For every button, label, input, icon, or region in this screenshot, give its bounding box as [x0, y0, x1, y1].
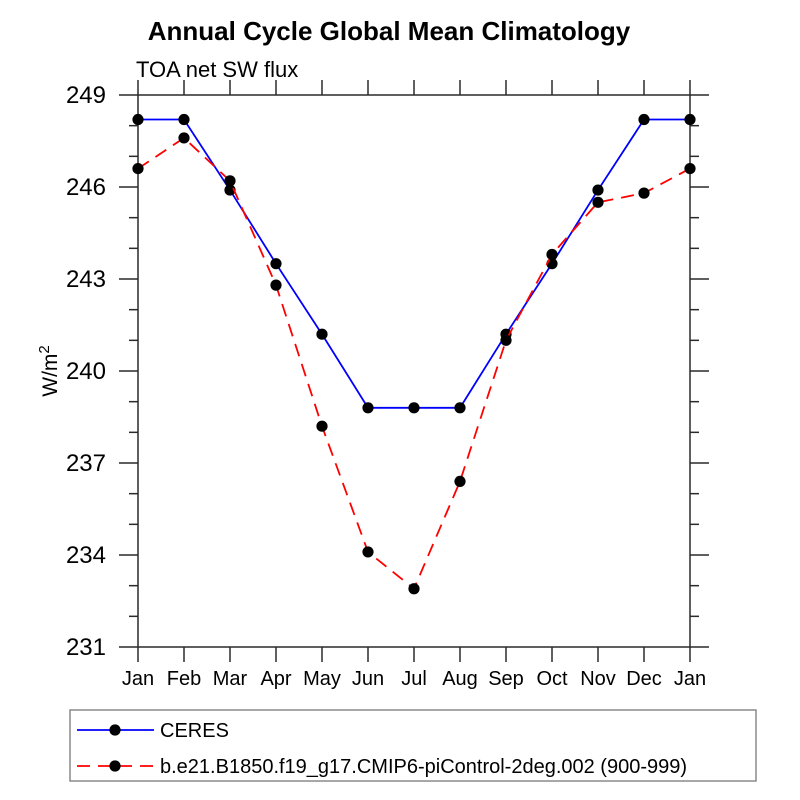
x-tick-label: Mar: [212, 668, 248, 690]
data-point-marker: [408, 402, 419, 413]
y-tick-label: 243: [65, 266, 106, 293]
x-tick-label: Jan: [121, 668, 155, 690]
data-point-marker: [546, 249, 557, 260]
legend-marker-1: [109, 760, 120, 771]
data-point-marker: [132, 114, 143, 125]
data-point-marker: [178, 114, 189, 125]
data-point-marker: [316, 329, 327, 340]
data-point-marker: [500, 335, 511, 346]
data-point-marker: [224, 175, 235, 186]
chart-subtitle: TOA net SW flux: [136, 57, 299, 82]
x-tick-label: Jul: [401, 668, 427, 690]
data-point-marker: [684, 114, 695, 125]
x-tick-label: Jan: [673, 668, 707, 690]
data-point-marker: [454, 402, 465, 413]
x-tick-label: Sep: [488, 668, 524, 690]
x-tick-label: May: [303, 668, 341, 690]
data-point-marker: [408, 583, 419, 594]
data-point-marker: [638, 114, 649, 125]
y-tick-label: 231: [65, 634, 106, 661]
data-point-marker: [592, 184, 603, 195]
data-point-marker: [316, 421, 327, 432]
plot-frame: [138, 95, 690, 647]
x-tick-label: Oct: [536, 668, 568, 690]
plot-area: [36, 80, 709, 690]
chart-title: Annual Cycle Global Mean Climatology: [147, 16, 631, 46]
data-point-marker: [270, 280, 281, 291]
x-tick-label: Nov: [580, 668, 616, 690]
y-tick-label: 237: [65, 450, 106, 477]
x-tick-label: Dec: [626, 668, 662, 690]
y-tick-label: 234: [65, 542, 106, 569]
series-line-1: [138, 138, 690, 589]
series-line-0: [138, 120, 690, 408]
legend-marker-0: [109, 724, 120, 735]
y-tick-label: 240: [65, 358, 106, 385]
data-point-marker: [362, 546, 373, 557]
y-tick-label: 246: [65, 174, 106, 201]
data-point-marker: [684, 163, 695, 174]
x-tick-label: Feb: [166, 668, 202, 690]
legend: [70, 710, 756, 781]
x-tick-label: Aug: [442, 668, 478, 690]
y-axis-label: $W/m^2$: [36, 345, 62, 397]
data-point-marker: [592, 197, 603, 208]
data-point-marker: [638, 188, 649, 199]
y-tick-label: 249: [65, 82, 106, 109]
data-point-marker: [132, 163, 143, 174]
data-point-marker: [362, 402, 373, 413]
x-tick-label: Apr: [260, 668, 292, 690]
legend-label-0: CERES: [160, 720, 229, 742]
legend-label-1: b.e21.B1850.f19_g17.CMIP6-piControl-2deg.002 (900-999): [160, 756, 688, 778]
data-point-marker: [270, 258, 281, 269]
data-point-marker: [454, 476, 465, 487]
x-tick-label: Jun: [351, 668, 385, 690]
data-point-marker: [178, 132, 189, 143]
